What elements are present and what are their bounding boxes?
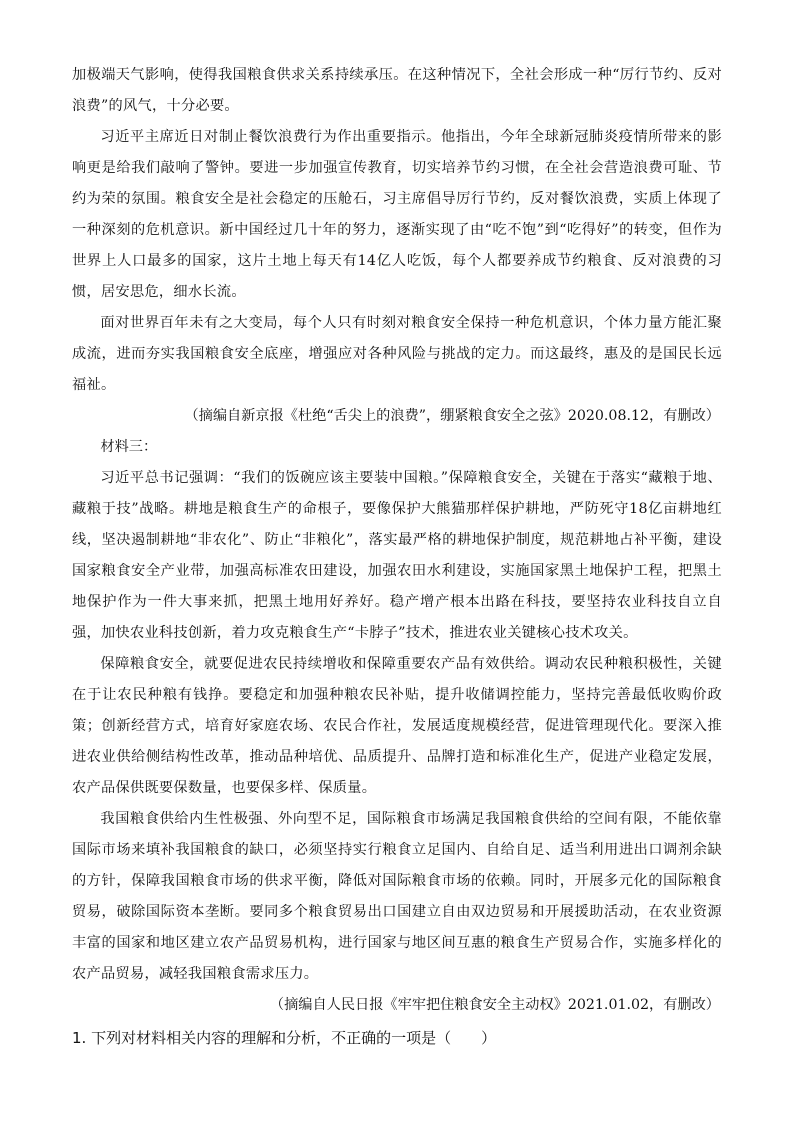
paragraph-xi-instruction: 习近平主席近日对制止餐饮浪费行为作出重要指示。他指出，今年全球新冠肺炎疫情所带来的影响更是给我们敲响了警钟。要进一步加强宣传教育，切实培养节约习惯，在全社会营造浪费可耻、节约为荣的氛围。粮食安全是社会稳定的压舱石，习主席倡导厉行节约，反对餐饮浪费，实质上体现了一种深刻的危机意识。新中国经过几十年的努力，逐渐实现了由“吃不饱”到“吃得好”的转变，但作为世界上人口最多的国家，这片土地上每天有14亿人吃饭，每个人都要养成节约粮食、反对浪费的习惯，居安思危，细水长流。 xyxy=(72,129,722,300)
question-1: 1. 下列对材料相关内容的理解和分析，不正确的一项是（ ） xyxy=(72,1029,497,1047)
paragraph-international-trade: 我国粮食供给内生性极强、外向型不足，国际粮食市场满足我国粮食供给的空间有限，不能依靠国际市场来填补我国粮食的缺口，必须坚持实行粮食立足国内、自给自足、适当利用进出口调剂余缺的方针，保障我国粮食市场的供求平衡，降低对国际粮食市场的依赖。同时，开展多元化的国际粮食贸易，破除国际资本垄断。要同多个粮食贸易出口国建立自由双边贸易和开展援助活动，在农业资源丰富的国家和地区建立农产品贸易机构，进行国家与地区间互惠的粮食生产贸易合作，实施多样化的农产品贸易，减轻我国粮食需求压力。 xyxy=(72,811,722,982)
material-3-heading: 材料三： xyxy=(100,439,158,455)
paragraph-farmer-income: 保障粮食安全，就要促进农民持续增收和保障重要农产品有效供给。调动农民种粮积极性，关键在于让农民种粮有钱挣。要稳定和加强种粮农民补贴，提升收储调控能力，坚持完善最低收购价政策；创新经营方式，培育好家庭农场、农民合作社，发展适度规模经营，促进管理现代化。要深入推进农业供给侧结构性改革，推动品种培优、品质提升、品牌打造和标准化生产，促进产业稳定发展，农产品保供既要保数量，也要保多样、保质量。 xyxy=(72,656,722,796)
paragraph-farmland: 习近平总书记强调：“我们的饭碗应该主要装中国粮。”保障粮食安全，关键在于落实“藏粮于地、藏粮于技”战略。耕地是粮食生产的命根子，要像保护大熊猫那样保护耕地，严防死守18亿亩耕地红线，坚决遏制耕地“非农化”、防止“非粮化”，落实最严格的耕地保护制度，规范耕地占补平衡，建设国家粮食安全产业带，加强高标准农田建设，加强农田水利建设，实施国家黑土地保护工程，把黑土地保护作为一件大事来抓，把黑土地用好养好。稳产增产根本出路在科技，要坚持农业科技自立自强，加快农业科技创新，着力攻克粮食生产“卡脖子”技术，推进农业关键核心技术攻关。 xyxy=(72,470,722,641)
source-citation-3: （摘编自人民日报《牢牢把住粮食安全主动权》2021.01.02，有删改） xyxy=(269,997,720,1013)
source-citation-2: （摘编自新京报《杜绝“舌尖上的浪费”，绷紧粮食安全之弦》2020.08.12，有删改） xyxy=(184,408,720,424)
paragraph-crisis-awareness: 面对世界百年未有之大变局，每个人只有时刻对粮食安全保持一种危机意识，个体力量方能汇聚成流，进而夯实我国粮食安全底座，增强应对各种风险与挑战的定力。而这最终，惠及的是国民长远福祉。 xyxy=(72,315,722,393)
paragraph-continuation: 加极端天气影响，使得我国粮食供求关系持续承压。在这种情况下，全社会形成一种“厉行节约、反对浪费”的风气，十分必要。 xyxy=(72,67,722,114)
